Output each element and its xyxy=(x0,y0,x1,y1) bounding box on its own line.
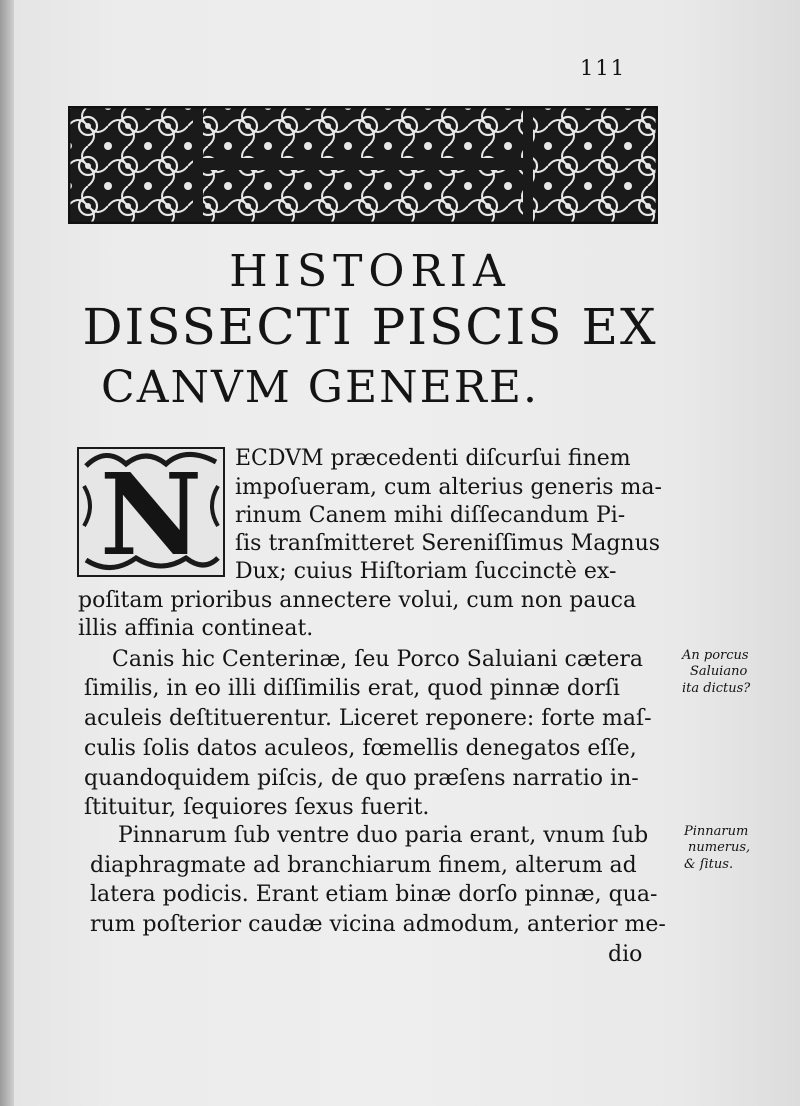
margin-note-line: & ſitus. xyxy=(684,856,734,872)
margin-note-2 xyxy=(684,824,750,873)
para2-line: ſimilis, in eo illi diſſimilis erat, quod pinnæ dorſi xyxy=(84,676,620,701)
para1-line: poſitam prioribus annectere volui, cum non pauca xyxy=(78,588,637,613)
para1-line: Dux; cuius Hiſtoriam ſuccinctè ex- xyxy=(235,559,617,584)
title-line-3: CANVM GENERE. xyxy=(101,362,539,413)
para2-line: ſtituitur, ſequiores ſexus fuerit. xyxy=(84,795,430,820)
title-line-2: DISSECTI PISCIS EX xyxy=(82,298,658,356)
title-line-1: HISTORIA xyxy=(229,246,511,297)
para2-line: quandoquidem piſcis, de quo præſens narratio in- xyxy=(84,766,639,791)
para2-line: culis ſolis datos aculeos, fœmellis denegatos eſſe, xyxy=(84,736,637,761)
para3-line: Pinnarum ſub ventre duo paria erant, vnum ſub xyxy=(118,823,649,848)
para1-line: impoſueram, cum alterius generis ma- xyxy=(235,475,662,500)
page-gutter-shadow xyxy=(0,0,14,1106)
margin-note-line: ita dictus? xyxy=(682,680,751,696)
decorated-initial-letter xyxy=(76,446,226,578)
para3-line: rum poſterior caudæ vicina admodum, anterior me- xyxy=(90,912,666,937)
margin-note-line: Saluiano xyxy=(690,664,748,680)
para1-line: rinum Canem mihi diſſecandum Pi- xyxy=(235,503,626,528)
para1-line: ſis tranſmitteret Sereniſſimus Magnus xyxy=(235,531,661,556)
para1-line: illis affinia contineat. xyxy=(78,616,314,641)
para2-line: Canis hic Centerinæ, ſeu Porco Saluiani cætera xyxy=(112,647,644,672)
catchword: dio xyxy=(608,942,643,967)
margin-note-line: numerus, xyxy=(688,840,751,856)
ornamental-headpiece xyxy=(68,106,658,224)
para2-line: aculeis deſtituerentur. Liceret reponere: forte maſ- xyxy=(84,706,652,731)
margin-note-line: An porcus xyxy=(682,648,749,663)
page-number: 111 xyxy=(580,56,627,80)
para3-line: latera podicis. Erant etiam binæ dorſo pinnæ, qua- xyxy=(90,882,658,907)
margin-note-1 xyxy=(682,648,750,697)
para1-line: ECDVM præcedenti diſcurſui finem xyxy=(235,446,631,471)
margin-note-line: Pinnarum xyxy=(684,824,749,839)
para3-line: diaphragmate ad branchiarum finem, alterum ad xyxy=(90,853,637,878)
initial-letter-glyph: N xyxy=(99,450,203,578)
